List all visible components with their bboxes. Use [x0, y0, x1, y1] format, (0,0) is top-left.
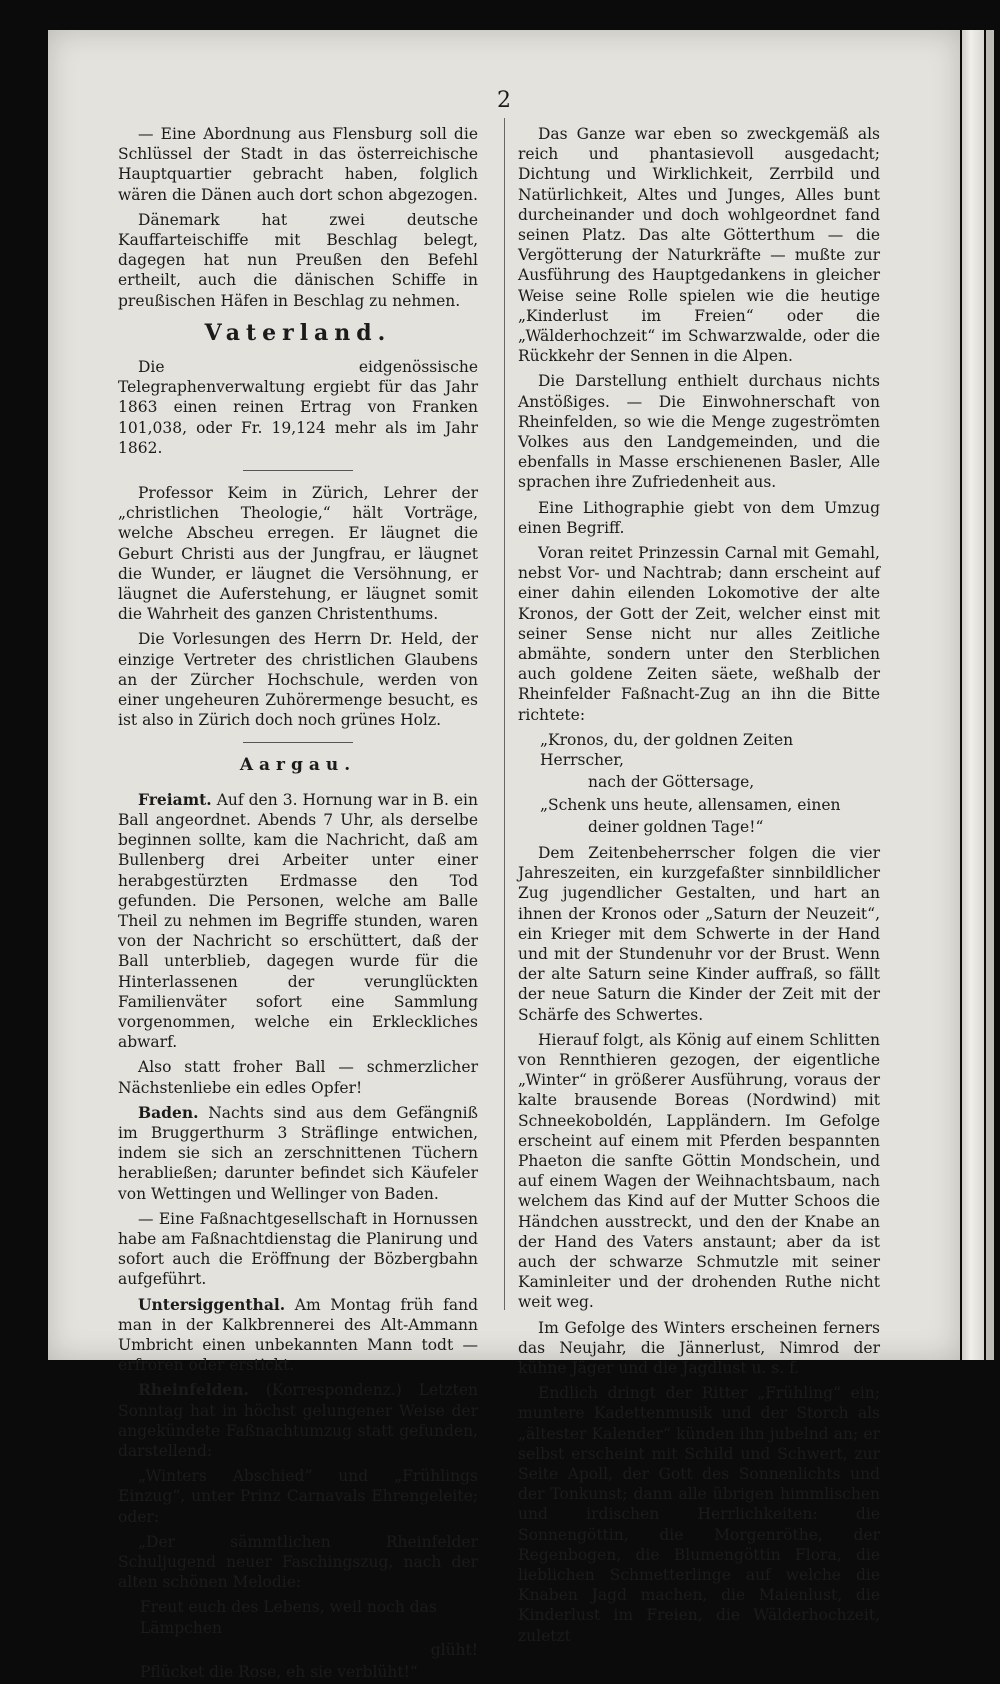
- article-paragraph: Im Gefolge des Winters erscheinen ferners das Neujahr, die Jännerlust, Nimrod der kühne Jäger und die Jagdlust u. s. f.: [518, 1318, 880, 1377]
- right-column: [518, 124, 880, 1651]
- article-text: Auf den 3. Hornung war in B. ein Ball angeordnet. Abends 7 Uhr, als derselbe beginnen sollte, kam die Nachricht, daß am Bullenberg drei Arbeiter unter einer herabgestürzten Erdmasse den Tod gefunden. Die Personen, welche am Balle Theil zu nehmen im Begriffe stunden, waren von der Nachricht so erschüttert, daß der Ball unterblieb, dagegen wurde für die Hinterlassenen der verunglückten Familienväter sofort eine Sammlung vorgenommen, welche ein Erkleckliches abwarf.: [118, 790, 479, 1052]
- article-hornussen: — Eine Faßnachtgesellschaft in Hornussen habe am Faßnachtdienstag die Planirung und sofort auch die Eröffnung der Bözbergbahn aufgeführt.: [118, 1209, 478, 1289]
- place-keyword: Baden.: [138, 1102, 199, 1122]
- left-column: [118, 124, 478, 1684]
- page-number: 2: [497, 88, 511, 113]
- quote-title-2: „Der sämmtlichen Rheinfelder Schuljugend neuer Faschingszug, nach der alten schönen Melodie:: [118, 1532, 478, 1592]
- article-paragraph: Das Ganze war eben so zweckgemäß als reich und phantasievoll ausgedacht; Dichtung und Wirklichkeit, Zerrbild und Natürlichkeit, Altes und Junges, Alles bunt durcheinander und doch wohlgeordnet fand seinen Platz. Das alte Götterthum — die Vergötterung der Naturkräfte — mußte zur Ausführung des Hauptgedankens in gleicher Weise seine Rolle spielen wie die heutige „Kinderlust im Freien“ oder die „Wälderhochzeit“ im Schwarzwalde, oder die Rückkehr der Sennen in die Alpen.: [518, 125, 880, 366]
- section-heading-vaterland: Vaterland.: [204, 319, 392, 346]
- article-freiamt: [118, 790, 478, 1053]
- section-heading-aargau: Aargau.: [239, 755, 357, 776]
- place-keyword: Rheinfelden.: [138, 1380, 249, 1400]
- column-divider: [504, 118, 505, 1310]
- article-held: Die Vorlesungen des Herrn Dr. Held, der einzige Vertreter des christlichen Glaubens an der Zürcher Hochschule, werden von einer ungeheuren Zuhörermenge besucht, es ist also in Zürich doch noch grünes Holz.: [118, 630, 478, 730]
- article-text: (Korrespondenz.) Letzten Sonntag hat in höchst gelungener Weise der angekündete Faßnachtumzug statt gefunden, darstellend:: [118, 1381, 478, 1460]
- article-paragraph: Die Darstellung enthielt durchaus nichts Anstößiges. — Die Einwohnerschaft von Rheinfelden, so wie die Menge zugeströmten Volkes aus den Landgemeinden, und die ebenfalls in Masse erschienenen Basler, Alle sprachen ihre Zufriedenheit aus.: [518, 372, 880, 492]
- article-baden: [118, 1103, 478, 1204]
- page-edge: [962, 30, 984, 1360]
- verse-line: „Schenk uns heute, allensamen, einen: [540, 795, 841, 814]
- verse-line: deiner goldnen Tage!“: [588, 817, 764, 836]
- article-rheinfelden: [118, 1380, 478, 1461]
- article-paragraph: Voran reitet Prinzessin Carnal mit Gemahl, nebst Vor- und Nachtrab; dann erscheint auf einer dahin eilenden Lokomotive der alte Kronos, der Gott der Zeit, welcher einst mit seiner Sense nicht nur alles Zeitliche abmähte, sondern unter den Sterblichen auch goldene Zeiten säete, weßhalb der Rheinfelder Faßnacht-Zug an ihn die Bitte richtete:: [518, 544, 880, 724]
- article-text: Am Montag früh fand man in der Kalkbrennerei des Alt-Ammann Umbricht einen unbekannten Mann todt — erfroren oder erstickt.: [118, 1295, 478, 1375]
- article-paragraph: Endlich dringt der Ritter „Frühling“ ein; muntere Kadettenmusik und der Storch als „ältester Kalender“ künden ihn jubelnd an; er selbst erscheint mit Schild und Schwert, zur Seite Apoll, der Gott des Sonnenlichts und der Tonkunst; dann alle übrigen himmlischen und irdischen Herrlichkeiten: die Sonnengöttin, die Morgenröthe, der Regenbogen, die Blumengöttin Flora, die lieblichen Schmetterlinge auf welche die Knaben Jagd machen, die Maienlust, die Kinderlust im Freien, die Wälderhochzeit, zuletzt: [518, 1384, 880, 1645]
- article-text: Nachts sind aus dem Gefängniß im Bruggerthurm 3 Sträflinge entwichen, indem sie sich an zerschnittenen Tüchern herabließen; darunter befindet sich Käufeler von Wettingen und Wellinger von Baden.: [118, 1103, 478, 1203]
- article-paragraph: Eine Lithographie giebt von dem Umzug einen Begriff.: [518, 498, 880, 537]
- article-telegraph: Die eidgenössische Telegraphenverwaltung ergiebt für das Jahr 1863 einen reinen Ertrag von Franken 101,038, oder Fr. 19,124 mehr als im Jahr 1862.: [118, 358, 478, 457]
- article-keim: Professor Keim in Zürich, Lehrer der „christlichen Theologie,“ hält Vorträge, welche Abscheu erregen. Er läugnet die Geburt Christi aus der Jungfrau, er läugnet die Wunder, er läugnet die Versöhnung, er läugnet die Auferstehung, er läugnet somit die Wahrheit des ganzen Christenthums.: [118, 484, 478, 624]
- place-keyword: Untersiggenthal.: [138, 1294, 286, 1314]
- article-daenemark: Dänemark hat zwei deutsche Kauffarteischiffe mit Beschlag belegt, dagegen hat nun Preußen den Befehl ertheilt, auch die dänischen Schiffe in preußischen Häfen in Beschlag zu nehmen.: [118, 210, 478, 310]
- verse-line: Freut euch des Lebens, weil noch das Lämpchen: [140, 1598, 437, 1637]
- article-ball-remark: Also statt froher Ball — schmerzlicher Nächstenliebe ein edles Opfer!: [118, 1058, 478, 1097]
- article-flensburg: — Eine Abordnung aus Flensburg soll die Schlüssel der Stadt in das österreichische Hauptquartier gebracht haben, folglich wären die Dänen auch dort schon abgezogen.: [118, 125, 478, 204]
- article-paragraph: Dem Zeitenbeherrscher folgen die vier Jahreszeiten, ein kurzgefaßter sinnbildlicher Zug jugendlicher Gestalten, und hart an ihnen der Kronos oder „Saturn der Neuzeit“, ein Krieger mit dem Schwerte in der Hand und mit der Stundenuhr vor der Brust. Wenn der alte Saturn seine Kinder auffraß, so fällt der neue Saturn die Kinder der Zeit mit der Schärfe des Schwertes.: [518, 843, 880, 1024]
- quote-title-1: „Winters Abschied“ und „Frühlings Einzug“, unter Prinz Carnavals Ehrengeleite; oder:: [118, 1467, 478, 1526]
- verse-line: nach der Göttersage,: [588, 773, 755, 792]
- article-paragraph: Hierauf folgt, als König auf einem Schlitten von Rennthieren gezogen, der eigentliche „Winter“ in größerer Ausführung, voraus der kalte brausende Boreas (Nordwind) mit Schneekoboldén, Lappländern. Im Gefolge erscheint auf einem mit Pferden bespannten Phaeton die sanfte Göttin Mondschein, und auf einem Wagen der Weihnachtsbaum, nach welchem das Kind auf der Mutter Schoos die Händchen ausstreckt, und den der Knabe an der Hand des Vaters anstaunt; aber da ist auch der schwarze Schmutzle mit seiner Kaminleiter und der drohenden Ruthe nicht weit weg.: [518, 1030, 880, 1312]
- separator-rule: [243, 742, 353, 743]
- separator-rule: [243, 470, 353, 471]
- verse-line: glüht!: [430, 1640, 478, 1659]
- verse-line: „Kronos, du, der goldnen Zeiten Herrscher,: [540, 730, 794, 770]
- page-edge-shadow: [986, 30, 994, 1360]
- place-keyword: Freiamt.: [138, 789, 212, 809]
- verse-line: Pflücket die Rose, eh sie verblüht!“: [140, 1663, 418, 1682]
- article-untersiggenthal: [118, 1295, 478, 1376]
